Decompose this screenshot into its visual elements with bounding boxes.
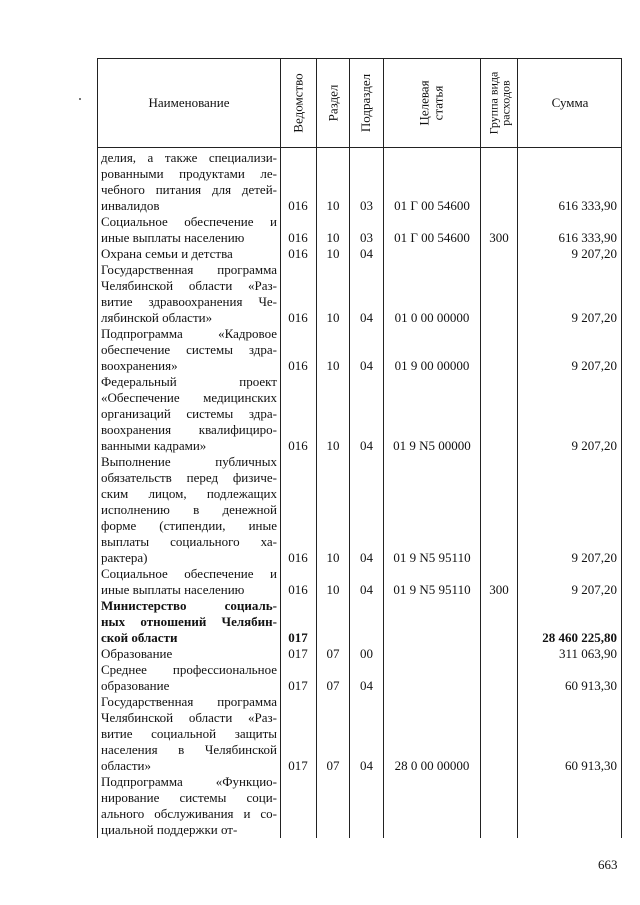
row-name-line: Среднее профессиональное xyxy=(101,662,277,677)
row-name-line: Государственная программа xyxy=(101,262,277,277)
row-razdel: 10 xyxy=(326,310,340,325)
header-razdel xyxy=(317,59,349,147)
row-podrazdel: 04 xyxy=(360,358,373,373)
row-name-line: рактера) xyxy=(101,550,148,565)
row-podrazdel: 00 xyxy=(360,646,373,661)
row-name-line: Челябинской области «Раз- xyxy=(101,278,277,293)
row-name-line: Министерство социаль- xyxy=(101,598,277,613)
row-razdel: 10 xyxy=(326,230,340,245)
row-name xyxy=(101,454,277,566)
row-razdel: 10 xyxy=(326,198,340,213)
row-razdel: 10 xyxy=(326,582,340,597)
row-name-line: Подпрограмма «Функцио- xyxy=(101,774,277,789)
page-number: 663 xyxy=(598,857,618,872)
row-name-line: форме (стипендии, иные xyxy=(101,518,277,533)
row-summa: 60 913,30 xyxy=(565,678,617,693)
row-razdel: 10 xyxy=(326,438,340,453)
row-razdel: 10 xyxy=(326,358,340,373)
row-name-line: Социальное обеспечение и xyxy=(101,566,277,581)
row-vedomstvo: 016 xyxy=(288,438,308,453)
row-name-line: обеспечение системы здра- xyxy=(101,342,277,357)
header-podrazdel xyxy=(350,59,383,147)
row-name-line: ных отношений Челябин- xyxy=(101,614,277,629)
row-name-line: витие социальной защиты xyxy=(101,726,277,741)
row-name-line: чебного питания для детей- xyxy=(101,182,277,197)
scan-speck xyxy=(79,98,81,100)
row-summa: 9 207,20 xyxy=(571,310,617,325)
row-celevaya-statya: 01 9 N5 95110 xyxy=(393,582,471,597)
row-name-line: Государственная программа xyxy=(101,694,277,709)
budget-table xyxy=(97,58,622,838)
row-summa: 311 063,90 xyxy=(558,646,617,661)
row-name xyxy=(101,774,277,838)
row-name-line: иные выплаты населению xyxy=(101,230,245,245)
row-name-line: ального обслуживания и со- xyxy=(101,806,277,821)
row-razdel: 10 xyxy=(326,550,340,565)
row-summa: 9 207,20 xyxy=(571,358,617,373)
row-name xyxy=(101,646,277,662)
row-name xyxy=(101,566,277,598)
row-name-line: нирование системы соци- xyxy=(101,790,277,805)
row-name xyxy=(101,662,277,694)
row-summa: 9 207,20 xyxy=(571,582,617,597)
row-podrazdel: 04 xyxy=(360,550,373,565)
row-gruppa-vida: 300 xyxy=(489,230,509,245)
header-divider xyxy=(98,147,621,148)
row-vedomstvo: 016 xyxy=(288,550,308,565)
row-razdel: 10 xyxy=(326,246,340,261)
row-name-line: Подпрограмма «Кадровое xyxy=(101,326,277,341)
row-name xyxy=(101,326,277,374)
row-name-line: воохранения квалифициро- xyxy=(101,422,277,437)
row-name-line: Выполнение публичных xyxy=(101,454,277,469)
row-celevaya-statya: 01 9 N5 00000 xyxy=(393,438,471,453)
row-celevaya-statya: 28 0 00 00000 xyxy=(394,758,470,773)
header-gruppa-vida xyxy=(481,59,517,147)
header-summa xyxy=(518,59,622,147)
row-vedomstvo: 017 xyxy=(288,758,308,773)
row-name-line: рованными продуктами ле- xyxy=(101,166,277,181)
row-celevaya-statya: 01 9 00 00000 xyxy=(394,358,470,373)
row-name-line: ской области xyxy=(101,630,178,645)
row-summa: 9 207,20 xyxy=(571,246,617,261)
row-vedomstvo: 016 xyxy=(288,582,308,597)
row-podrazdel: 03 xyxy=(360,198,373,213)
row-summa: 9 207,20 xyxy=(571,550,617,565)
header-name xyxy=(98,59,280,147)
row-summa: 616 333,90 xyxy=(558,198,617,213)
row-name-line: области» xyxy=(101,758,151,773)
row-name-line: иные выплаты населению xyxy=(101,582,245,597)
row-name-line: «Обеспечение медицинских xyxy=(101,390,277,405)
row-summa: 60 913,30 xyxy=(565,758,617,773)
row-name xyxy=(101,246,277,262)
row-name-line: Федеральный проект xyxy=(101,374,277,389)
row-summa: 28 460 225,80 xyxy=(542,630,617,645)
row-celevaya-statya: 01 Г 00 54600 xyxy=(394,198,470,213)
row-name-line: населения в Челябинской xyxy=(101,742,277,757)
row-podrazdel: 04 xyxy=(360,246,373,261)
row-podrazdel: 04 xyxy=(360,438,373,453)
row-name-line: исполнению в денежной xyxy=(101,502,277,517)
row-name-line: инвалидов xyxy=(101,198,160,213)
row-summa: 9 207,20 xyxy=(571,438,617,453)
row-name-line: Социальное обеспечение и xyxy=(101,214,277,229)
row-celevaya-statya: 01 9 N5 95110 xyxy=(393,550,471,565)
row-podrazdel: 04 xyxy=(360,582,373,597)
row-podrazdel: 04 xyxy=(360,678,373,693)
header-celevaya-statya-text xyxy=(418,80,446,125)
row-vedomstvo: 016 xyxy=(288,198,308,213)
row-name-line: образование xyxy=(101,678,170,693)
row-summa: 616 333,90 xyxy=(558,230,617,245)
row-name-line: циальной поддержки от- xyxy=(101,822,238,837)
row-name-line: Челябинской области «Раз- xyxy=(101,710,277,725)
row-name-line: выплаты социального ха- xyxy=(101,534,277,549)
header-cel-line2: статья xyxy=(430,85,446,121)
row-vedomstvo: 017 xyxy=(288,646,308,661)
row-name xyxy=(101,150,277,214)
row-name xyxy=(101,598,277,646)
row-vedomstvo: 016 xyxy=(288,358,308,373)
row-name-line: делия, а также специализи- xyxy=(101,150,277,165)
header-gruppa-vida-text xyxy=(487,72,511,135)
row-podrazdel: 04 xyxy=(360,310,373,325)
row-vedomstvo: 017 xyxy=(288,630,308,645)
row-name xyxy=(101,694,277,774)
row-vedomstvo: 016 xyxy=(288,246,308,261)
header-cel-line1: Целевая xyxy=(416,80,432,126)
header-podrazdel-text: Подраздел xyxy=(358,73,374,133)
header-grp-line2: расходов xyxy=(498,80,512,126)
row-vedomstvo: 017 xyxy=(288,678,308,693)
row-celevaya-statya: 01 0 00 00000 xyxy=(394,310,470,325)
row-razdel: 07 xyxy=(326,678,340,693)
row-gruppa-vida: 300 xyxy=(489,582,509,597)
row-name xyxy=(101,374,277,454)
header-vedomstvo xyxy=(281,59,316,147)
row-name-line: ванными кадрами» xyxy=(101,438,207,453)
row-name-line: воохранения» xyxy=(101,358,178,373)
header-summa-text: Сумма xyxy=(551,95,589,110)
row-name-line: лябинской области» xyxy=(101,310,213,325)
row-razdel: 07 xyxy=(326,646,340,661)
row-vedomstvo: 016 xyxy=(288,230,308,245)
header-vedomstvo-text: Ведомство xyxy=(290,73,306,133)
row-name-line: Образование xyxy=(101,646,173,661)
row-vedomstvo: 016 xyxy=(288,310,308,325)
row-name-line: обязательств перед физиче- xyxy=(101,470,277,485)
row-name-line: ским лицом, подлежащих xyxy=(101,486,277,501)
row-name-line: организаций системы здра- xyxy=(101,406,277,421)
header-razdel-text: Раздел xyxy=(325,84,340,122)
row-name xyxy=(101,214,277,246)
row-name-line: Охрана семьи и детства xyxy=(101,246,233,261)
row-razdel: 07 xyxy=(326,758,340,773)
row-celevaya-statya: 01 Г 00 54600 xyxy=(394,230,470,245)
header-name-text: Наименование xyxy=(148,95,230,110)
row-name-line: витие здравоохранения Че- xyxy=(101,294,277,309)
header-celevaya-statya xyxy=(384,59,480,147)
row-podrazdel: 04 xyxy=(360,758,373,773)
row-name xyxy=(101,262,277,326)
header-grp-line1: Группа вида xyxy=(486,71,500,135)
col-divider xyxy=(480,59,481,838)
row-podrazdel: 03 xyxy=(360,230,373,245)
